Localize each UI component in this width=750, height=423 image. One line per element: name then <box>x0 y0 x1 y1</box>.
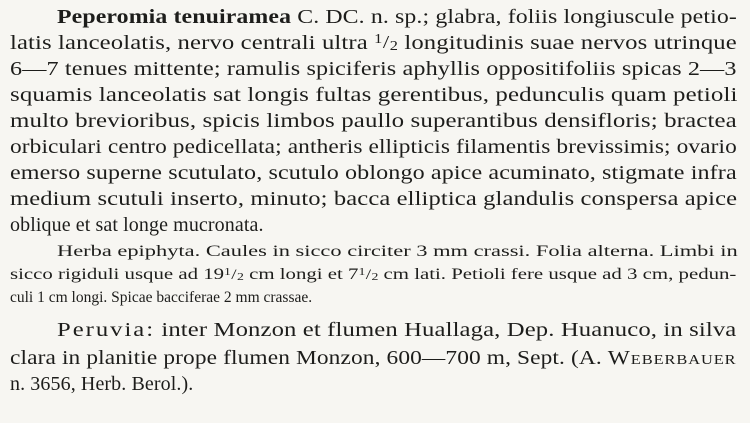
notes-line-3: culi 1 cm longi. Spicae bacciferae 2 mm crassae. <box>10 289 313 306</box>
country-name: Peruvia: <box>57 319 156 341</box>
notes-line-2 <box>10 265 736 286</box>
fraction-7-half: $^1$/2 <box>358 266 379 283</box>
description-line-7: emerso superne scutulato, scutulo oblongo apice acuminato, stigmate infra <box>10 162 737 184</box>
notes-line-2-head: sicco rigiduli usque ad 19 <box>10 266 225 283</box>
fraction-19-half: $^1$/2 <box>224 266 244 283</box>
collector-name: Weberbauer <box>607 347 737 369</box>
notes-line-2-tail: cm lati. Petioli fere usque ad 3 cm, pedun- <box>383 266 737 283</box>
description-line-9: oblique et sat longe mucronata. <box>10 214 264 236</box>
description-line-1-tail: glabra, foliis longiuscule petio- <box>435 6 737 28</box>
fraction-one-half: $^1$/2 <box>374 31 399 54</box>
description-line-1 <box>57 5 737 29</box>
description-line-2-tail: longitudinis suae nervos utrinque <box>404 32 737 54</box>
description-line-5: multo brevioribus, spicis limbos paullo superantibus densifloris; bractea <box>10 110 737 132</box>
locality-line-1-tail: inter Monzon et flumen Huallaga, Dep. Huanuco, in silva <box>161 319 737 341</box>
description-line-4: squamis lanceolatis sat longis fultas gerentibus, pedunculis quam petioli <box>10 84 738 106</box>
description-line-2 <box>10 31 737 57</box>
description-line-2-head: latis lanceolatis, nervo centrali ultra <box>10 32 368 54</box>
locality-line-2-head: clara in planitie prope flumen Monzon, 600—700 m, Sept. (A. <box>10 347 602 369</box>
locality-line-1 <box>57 318 736 342</box>
locality-line-2 <box>10 346 737 370</box>
locality-line-3: n. 3656, Herb. Berol.). <box>10 373 194 395</box>
species-author: C. DC. n. sp.; <box>297 6 430 28</box>
notes-line-2-mid: cm longi et 7 <box>249 266 359 283</box>
notes-line-1: Herba epiphyta. Caules in sicco circiter 3 mm crassi. Folia alterna. Limbi in <box>57 243 738 260</box>
description-line-3: 6—7 tenues mittente; ramulis spiciferis aphyllis oppositifoliis spicas 2—3 <box>10 58 737 80</box>
description-line-8: medium scutuli inserto, minuto; bacca elliptica glandulis conspersa apice <box>10 188 738 210</box>
species-name: Peperomia tenuiramea <box>57 6 292 28</box>
description-line-6: orbiculari centro pedicellata; antheris ellipticis filamentis brevissimis; ovario <box>10 136 737 158</box>
